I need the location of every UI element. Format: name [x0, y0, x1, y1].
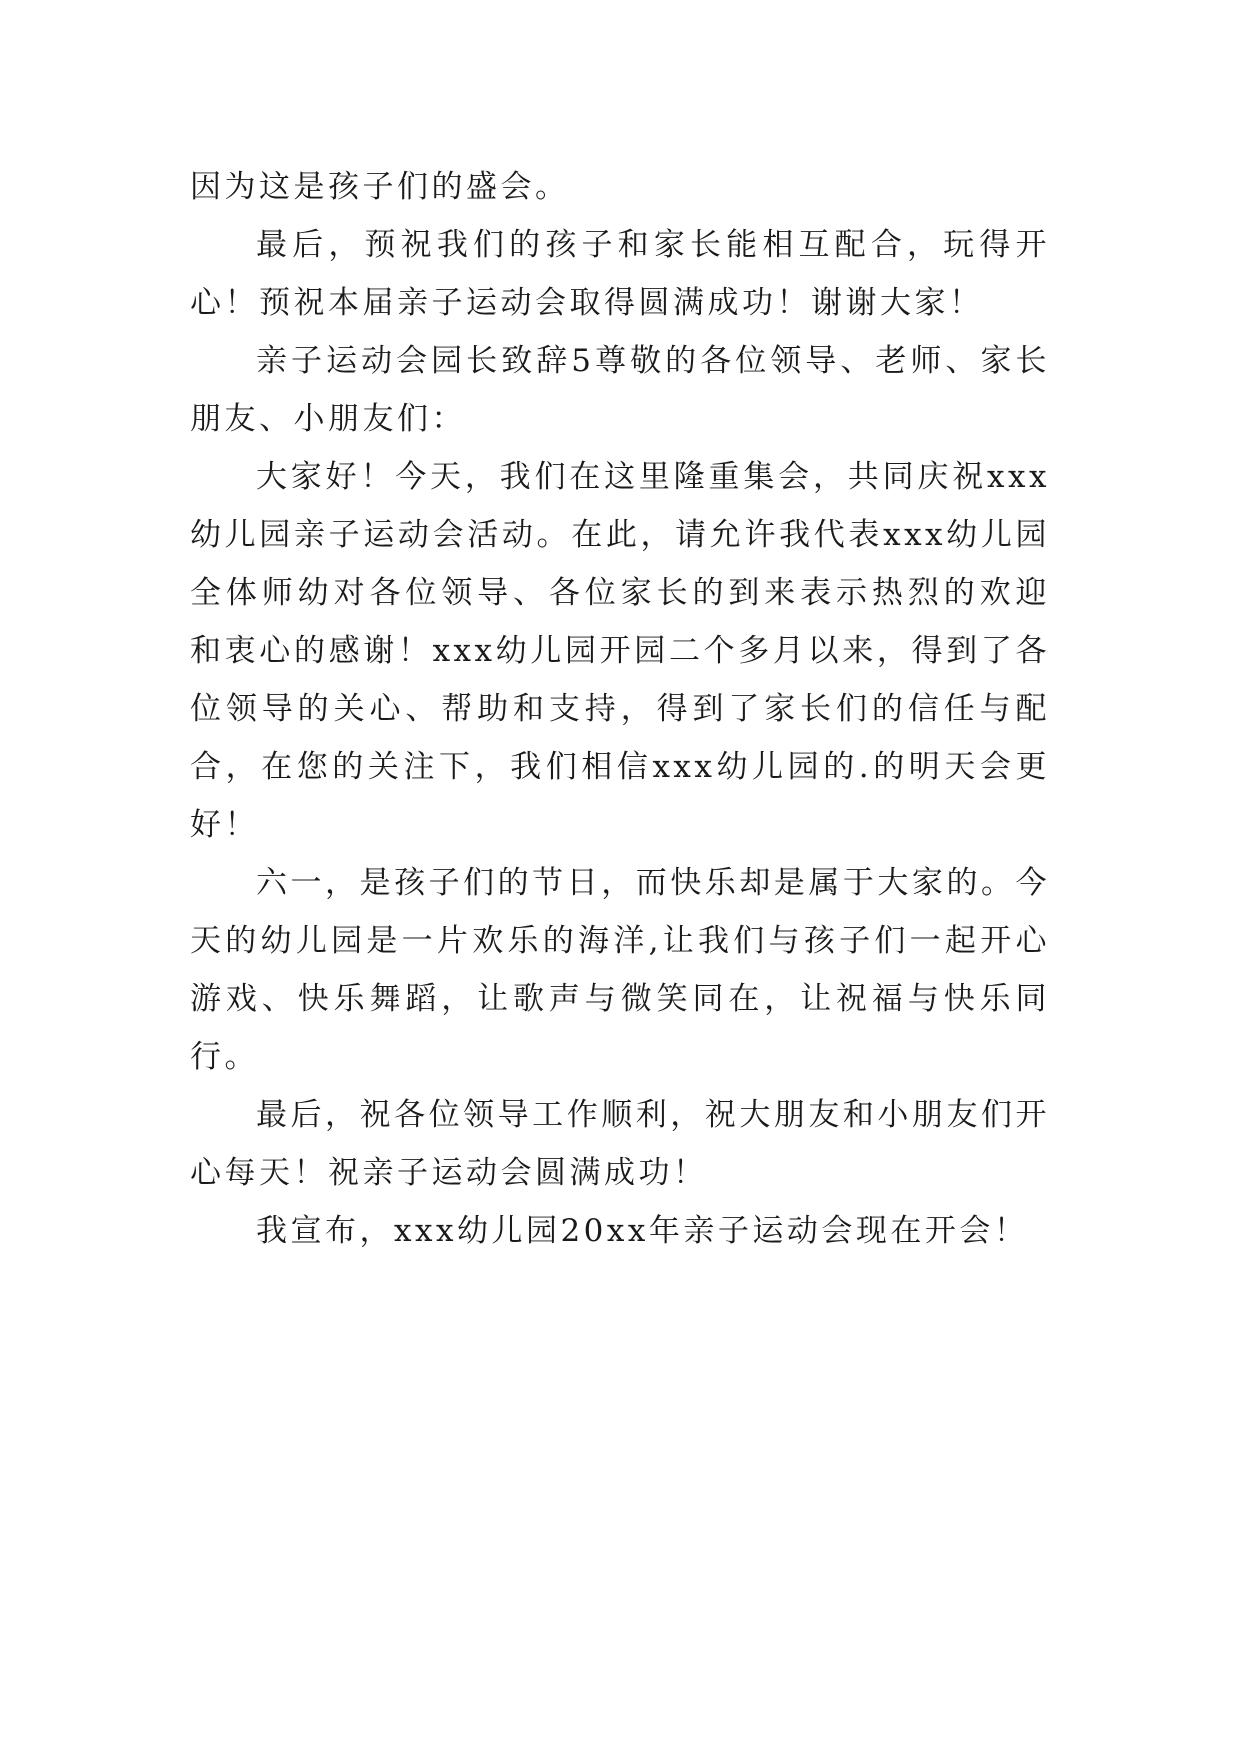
paragraph-closing-wishes: 最后，预祝我们的孩子和家长能相互配合，玩得开心！预祝本届亲子运动会取得圆满成功！谢谢大家！: [190, 227, 1050, 321]
paragraph-final-wishes: 最后，祝各位领导工作顺利，祝大朋友和小朋友们开心每天！祝亲子运动会圆满成功！: [190, 1097, 1050, 1191]
paragraph-greeting: 大家好！今天，我们在这里隆重集会，共同庆祝xxx幼儿园亲子运动会活动。在此，请允许我代表xxx幼儿园全体师幼对各位领导、各位家长的到来表示热烈的欢迎和衷心的感谢！xxx幼儿园开园二个多月以来，得到了各位领导的关心、帮助和支持，得到了家长们的信任与配合，在您的关注下，我们相信xxx幼儿园的.的明天会更好！: [190, 459, 1050, 843]
document-body: [190, 158, 1050, 1260]
paragraph-speech-heading: 亲子运动会园长致辞5尊敬的各位领导、老师、家长朋友、小朋友们：: [190, 343, 1050, 437]
paragraph-childrens-day: 六一，是孩子们的节日，而快乐却是属于大家的。今天的幼儿园是一片欢乐的海洋,让我们与孩子们一起开心游戏、快乐舞蹈，让歌声与微笑同在，让祝福与快乐同行。: [190, 865, 1050, 1075]
paragraph-announcement: 我宣布，xxx幼儿园20xx年亲子运动会现在开会！: [256, 1213, 1029, 1249]
paragraph-continuation: 因为这是孩子们的盛会。: [190, 169, 570, 205]
